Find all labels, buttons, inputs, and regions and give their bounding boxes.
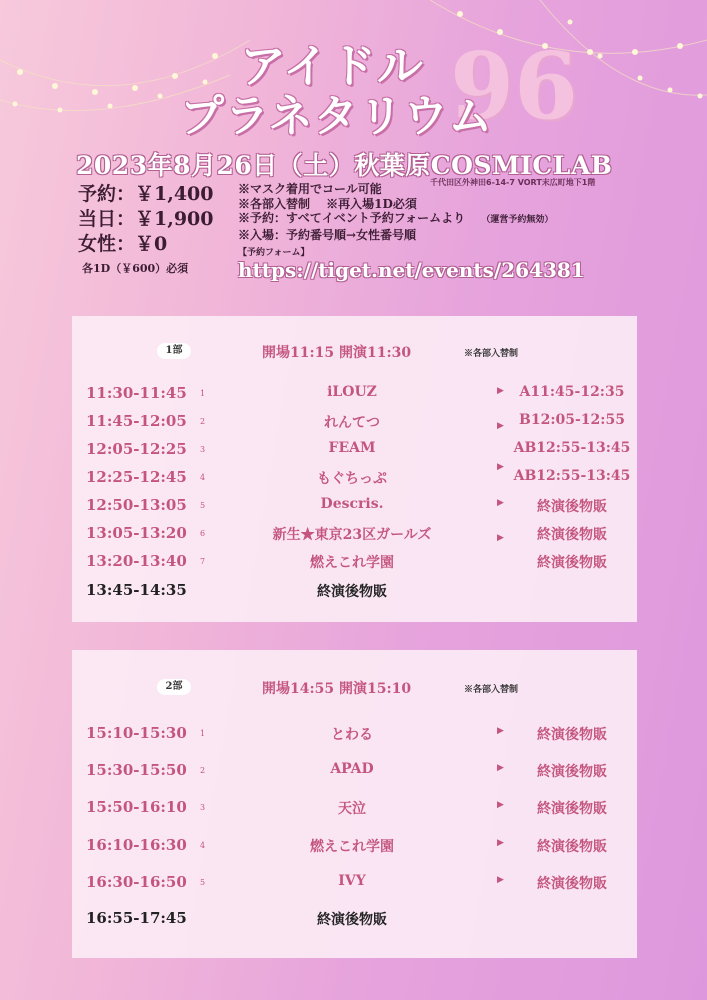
table-row <box>72 524 637 550</box>
row-act: Descris. <box>320 496 384 512</box>
table-row <box>72 761 637 787</box>
price-list <box>78 182 214 276</box>
row-act: iLOUZ <box>327 384 377 400</box>
row-act: FEAM <box>328 440 376 456</box>
row-time: 16:55-17:45 <box>86 909 187 927</box>
logo-number: 96 <box>450 32 579 140</box>
part-1-header: 開場11:15 開演11:30 <box>262 345 412 361</box>
table-row <box>72 836 637 862</box>
row-goods-time: 終演後物販 <box>537 499 607 515</box>
note-line-4: ※入場：予約番号順→女性番号順 <box>238 227 417 242</box>
arrow-icon: ▶ <box>497 386 504 396</box>
note-line-1: ※マスク着用でコール可能 <box>238 182 382 196</box>
row-time: 13:20-13:40 <box>86 552 187 570</box>
arrow-icon: ▶ <box>497 421 504 431</box>
table-row <box>72 909 637 935</box>
row-number: 1 <box>200 389 206 398</box>
part-1-note: ※各部入替制 <box>464 349 519 359</box>
row-time: 16:10-16:30 <box>86 836 187 854</box>
arrow-icon: ▶ <box>497 763 504 773</box>
row-number: 3 <box>200 803 206 812</box>
table-row <box>72 581 637 607</box>
logo-line-1: アイドル <box>240 39 424 93</box>
note-line-3-sub: （運営予約無効） <box>481 215 554 225</box>
row-act: れんてつ <box>324 415 380 431</box>
arrow-icon: ▶ <box>497 462 504 472</box>
row-goods-time: AB12:55-13:45 <box>513 468 631 484</box>
row-act: とわる <box>331 727 373 743</box>
row-act: IVY <box>338 873 366 889</box>
row-number: 1 <box>200 729 206 738</box>
row-act: もぐちっぷ <box>317 471 387 487</box>
row-goods-time: 終演後物販 <box>537 555 607 571</box>
venue-address: 千代田区外神田6-14-7 VORT末広町地下1階 <box>430 178 596 187</box>
price-advance: 予約：￥1,400 <box>78 183 214 205</box>
row-time: 12:50-13:05 <box>86 496 187 514</box>
row-number: 4 <box>200 841 206 850</box>
row-act: 終演後物販 <box>317 912 387 928</box>
row-time: 15:30-15:50 <box>86 761 187 779</box>
table-row <box>72 384 637 410</box>
note-line-3 <box>238 211 553 228</box>
event-notes <box>238 182 553 242</box>
arrow-icon: ▶ <box>497 498 504 508</box>
row-goods-time: 終演後物販 <box>537 876 607 892</box>
arrow-icon: ▶ <box>497 838 504 848</box>
arrow-icon: ▶ <box>497 875 504 885</box>
row-time: 15:50-16:10 <box>86 798 187 816</box>
part-2-note: ※各部入替制 <box>464 685 519 695</box>
arrow-icon: ▶ <box>497 533 504 543</box>
row-goods-time: 終演後物販 <box>537 764 607 780</box>
row-act: 燃えこれ学園 <box>310 555 394 571</box>
logo-line-2: プラネタリウム <box>180 91 494 142</box>
row-time: 13:45-14:35 <box>86 581 187 599</box>
row-time: 12:05-12:25 <box>86 440 187 458</box>
row-goods-time: 終演後物販 <box>537 527 607 543</box>
row-number: 3 <box>200 445 206 454</box>
row-act: APAD <box>330 761 374 777</box>
row-goods-time: A11:45-12:35 <box>519 384 625 400</box>
row-goods-time: 終演後物販 <box>537 801 607 817</box>
table-row <box>72 440 637 466</box>
table-row <box>72 552 637 578</box>
note-line-3-text: ※予約：すべてイベント予約フォームより <box>238 211 466 225</box>
part-2-badge: 2部 <box>157 679 191 695</box>
part-1-badge: 1部 <box>157 343 191 359</box>
table-row <box>72 724 637 750</box>
table-row <box>72 873 637 899</box>
row-goods-time: B12:05-12:55 <box>519 412 625 428</box>
timetable-part-2 <box>72 650 637 958</box>
event-date-venue: 2023年8月26日（土）秋葉原COSMICLAB <box>76 151 613 180</box>
table-row <box>72 412 637 438</box>
arrow-icon: ▶ <box>497 726 504 736</box>
row-number: 4 <box>200 473 206 482</box>
row-number: 7 <box>200 557 206 566</box>
event-logo <box>160 30 580 150</box>
row-time: 13:05-13:20 <box>86 524 187 542</box>
row-number: 5 <box>200 878 206 887</box>
row-time: 16:30-16:50 <box>86 873 187 891</box>
row-time: 15:10-15:30 <box>86 724 187 742</box>
note-line-2: ※各部入替制 ※再入場1D必須 <box>238 196 417 211</box>
row-goods-time: 終演後物販 <box>537 839 607 855</box>
row-number: 5 <box>200 501 206 510</box>
row-act: 終演後物販 <box>317 584 387 600</box>
timetable-part-1 <box>72 316 637 622</box>
row-act: 新生★東京23区ガールズ <box>272 527 432 543</box>
row-goods-time: 終演後物販 <box>537 727 607 743</box>
arrow-icon: ▶ <box>497 800 504 810</box>
reservation-url[interactable]: https://tiget.net/events/264381 <box>238 258 585 282</box>
row-time: 11:45-12:05 <box>86 412 187 430</box>
row-act: 燃えこれ学園 <box>310 839 394 855</box>
row-goods-time: AB12:55-13:45 <box>513 440 631 456</box>
table-row <box>72 462 637 494</box>
row-time: 12:25-12:45 <box>86 468 187 486</box>
row-number: 2 <box>200 417 206 426</box>
price-female: 女性：￥0 <box>78 233 168 255</box>
row-act: 天泣 <box>338 801 366 817</box>
row-number: 2 <box>200 766 206 775</box>
row-time: 11:30-11:45 <box>86 384 187 402</box>
part-2-header: 開場14:55 開演15:10 <box>262 681 412 697</box>
table-row <box>72 496 637 522</box>
drink-note: 各1D（￥600）必須 <box>82 262 189 275</box>
form-label: 【予約フォーム】 <box>238 248 310 258</box>
table-row <box>72 798 637 824</box>
row-number: 6 <box>200 529 206 538</box>
price-door: 当日：￥1,900 <box>78 208 214 230</box>
